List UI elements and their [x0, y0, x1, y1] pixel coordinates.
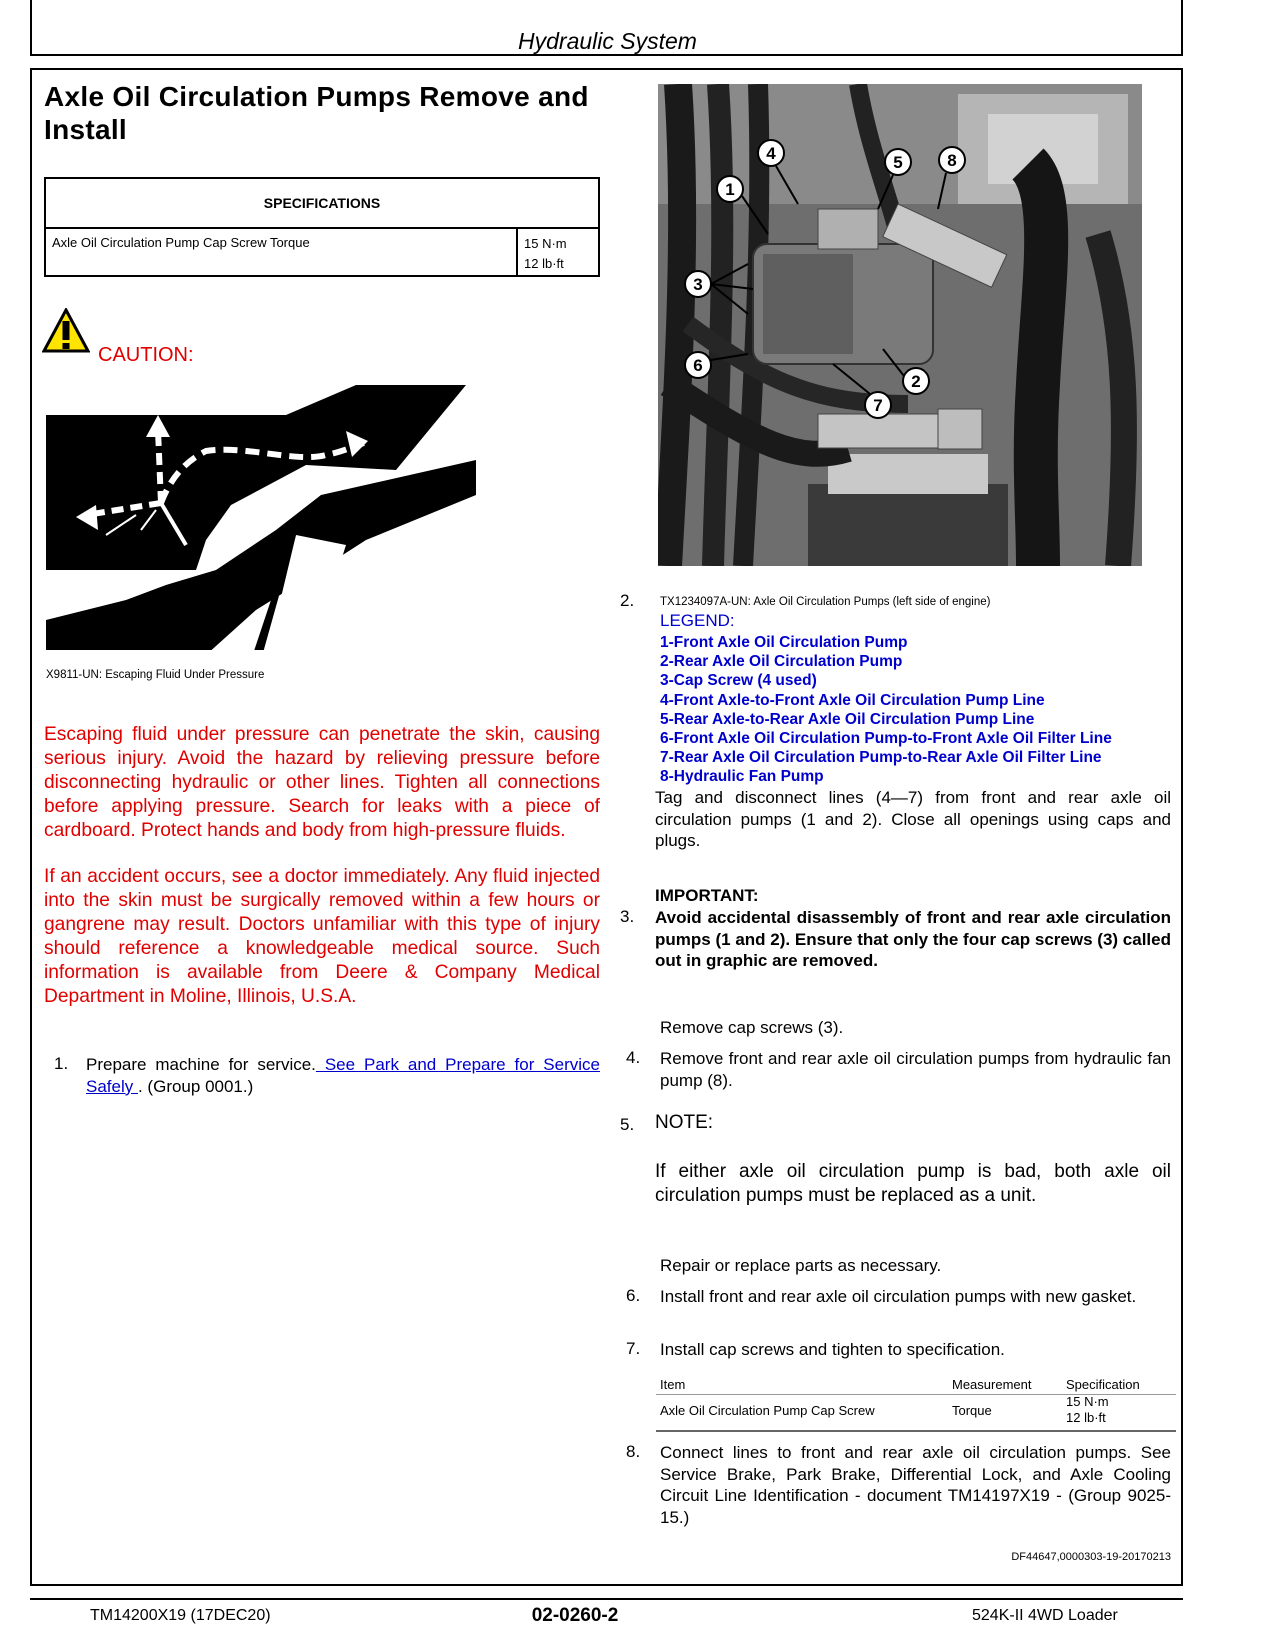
spec-item: Axle Oil Circulation Pump Cap Screw Torque [52, 235, 310, 250]
callout-3 [685, 271, 711, 297]
svg-text:7: 7 [873, 396, 883, 415]
footer-page-number: 02-0260-2 [531, 1605, 619, 1626]
table-spec-metric: 15 N·m [1066, 1394, 1109, 1409]
spec-value-imperial: 12 lb·ft [524, 256, 564, 271]
legend-item: 1-Front Axle Oil Circulation Pump [660, 634, 908, 651]
legend-list [660, 633, 1112, 787]
note-text: If either axle oil circulation pump is bad, both axle oil circulation pumps must be replaced as a unit. [655, 1161, 1171, 1206]
important-label: IMPORTANT: [655, 886, 759, 905]
legend-title: LEGEND: [660, 611, 735, 630]
step-5-number: 5. [620, 1115, 635, 1134]
step-7-number: 7. [626, 1339, 641, 1358]
step-1-number: 1. [54, 1054, 69, 1073]
document-id: DF44647,0000303-19-20170213 [1011, 1551, 1171, 1563]
step-2-text: Tag and disconnect lines (4—7) from front and rear axle oil circulation pumps (1 and 2). Close all openings using caps and plugs. [655, 788, 1171, 850]
callout-8 [939, 147, 965, 173]
table-cell-measurement: Torque [952, 1403, 992, 1418]
caution-paragraph-2: If an accident occurs, see a doctor immediately. Any fluid injected into the skin must be surgically removed within a few hours or gangrene may result. Doctors unfamiliar with this type of injury should reference a knowledgeable medical source. Such information is available from Deere & Company Medical Department in Moline, Illinois, U.S.A. [44, 866, 600, 1007]
park-and-prepare-link[interactable]: See Park and Prepare for Service Safely [86, 1055, 600, 1096]
escaping-fluid-illustration [46, 385, 476, 660]
step-6-text: Install front and rear axle oil circulation pumps with new gasket. [660, 1287, 1137, 1306]
step-2-number: 2. [620, 591, 635, 610]
warning-triangle-icon [42, 308, 90, 354]
legend-item: 8-Hydraulic Fan Pump [660, 768, 824, 786]
callout-5 [885, 149, 911, 175]
specifications-heading: SPECIFICATIONS [46, 179, 598, 229]
table-cell-specification [1066, 1394, 1109, 1426]
photo-caption: TX1234097A-UN: Axle Oil Circulation Pumps (left side of engine) [660, 596, 991, 608]
table-spec-imperial: 12 lb·ft [1066, 1410, 1106, 1425]
callout-7 [865, 392, 891, 418]
table-cell-item: Axle Oil Circulation Pump Cap Screw [660, 1403, 875, 1418]
table-header-measurement: Measurement [952, 1377, 1032, 1392]
specifications-table [44, 177, 600, 277]
legend-item: 3-Cap Screw (4 used) [660, 672, 817, 690]
measurement-table [656, 1377, 1176, 1445]
step-3-action: Remove cap screws (3). [660, 1018, 844, 1037]
step-8-number: 8. [626, 1442, 641, 1461]
callout-6 [685, 352, 711, 378]
section-title: Hydraulic System [518, 28, 697, 54]
caution-figure-caption: X9811-UN: Escaping Fluid Under Pressure [46, 669, 265, 681]
svg-text:5: 5 [893, 153, 903, 172]
spec-value [524, 234, 567, 274]
spec-divider [516, 227, 518, 275]
step-4-text: Remove front and rear axle oil circulation pumps from hydraulic fan pump (8). [660, 1049, 1171, 1090]
page-title: Axle Oil Circulation Pumps Remove and Install [44, 81, 589, 145]
note-label: NOTE: [655, 1112, 714, 1133]
spec-value-metric: 15 N·m [524, 236, 567, 251]
callout-2 [903, 368, 929, 394]
table-header-specification: Specification [1066, 1377, 1140, 1392]
svg-text:6: 6 [693, 356, 703, 375]
svg-text:3: 3 [693, 275, 703, 294]
step-7-text: Install cap screws and tighten to specification. [660, 1340, 1005, 1359]
svg-text:1: 1 [725, 180, 735, 199]
footer-rule [30, 1598, 1183, 1600]
table-header-item: Item [660, 1377, 686, 1392]
step-6-number: 6. [626, 1286, 641, 1305]
step-5-action: Repair or replace parts as necessary. [660, 1256, 942, 1275]
footer-manual-id: TM14200X19 (17DEC20) [90, 1607, 271, 1624]
table-bottom-rule [656, 1430, 1176, 1432]
legend-item: 7-Rear Axle Oil Circulation Pump-to-Rear Axle Oil Filter Line [660, 749, 1102, 767]
callout-1 [717, 176, 743, 202]
svg-text:4: 4 [766, 144, 776, 163]
legend-item: 5-Rear Axle-to-Rear Axle Oil Circulation Pump Line [660, 710, 1035, 728]
callout-4 [758, 140, 784, 166]
caution-text [44, 723, 600, 1031]
step-1-text [86, 1054, 600, 1097]
footer-machine-model: 524K-II 4WD Loader [972, 1607, 1118, 1624]
svg-text:8: 8 [947, 151, 957, 170]
important-text: Avoid accidental disassembly of front and rear axle circulation pumps (1 and 2). Ensure that only the four cap screws (3) called out in graphic are removed. [655, 908, 1171, 970]
step-1-instruction: Prepare machine for service. [86, 1055, 316, 1074]
legend-item: 4-Front Axle-to-Front Axle Oil Circulation Pump Line [660, 691, 1045, 709]
svg-text:2: 2 [911, 372, 921, 391]
step-3-number: 3. [620, 907, 635, 926]
legend-item: 6-Front Axle Oil Circulation Pump-to-Front Axle Oil Filter Line [660, 730, 1112, 748]
step-4-number: 4. [626, 1048, 641, 1067]
axle-oil-pumps-photo [658, 84, 1142, 566]
step-8-text: Connect lines to front and rear axle oil circulation pumps. See Service Brake, Park Brake, Differential Lock, and Axle Cooling Circuit Line Identification - document TM14197X19 - (Group 9025-15.) [660, 1443, 1171, 1527]
caution-label: CAUTION: [98, 344, 194, 366]
legend-item: 2-Rear Axle Oil Circulation Pump [660, 653, 903, 671]
step-1-group: . (Group 0001.) [137, 1076, 254, 1096]
caution-paragraph-1: Escaping fluid under pressure can penetrate the skin, causing serious injury. Avoid the hazard by relieving pressure before disconnecting hydraulic or other lines. Tighten all connections before applying pressure. Search for leaks with a piece of cardboard. Protect hands and body from high-pressure fluids. [44, 724, 600, 841]
